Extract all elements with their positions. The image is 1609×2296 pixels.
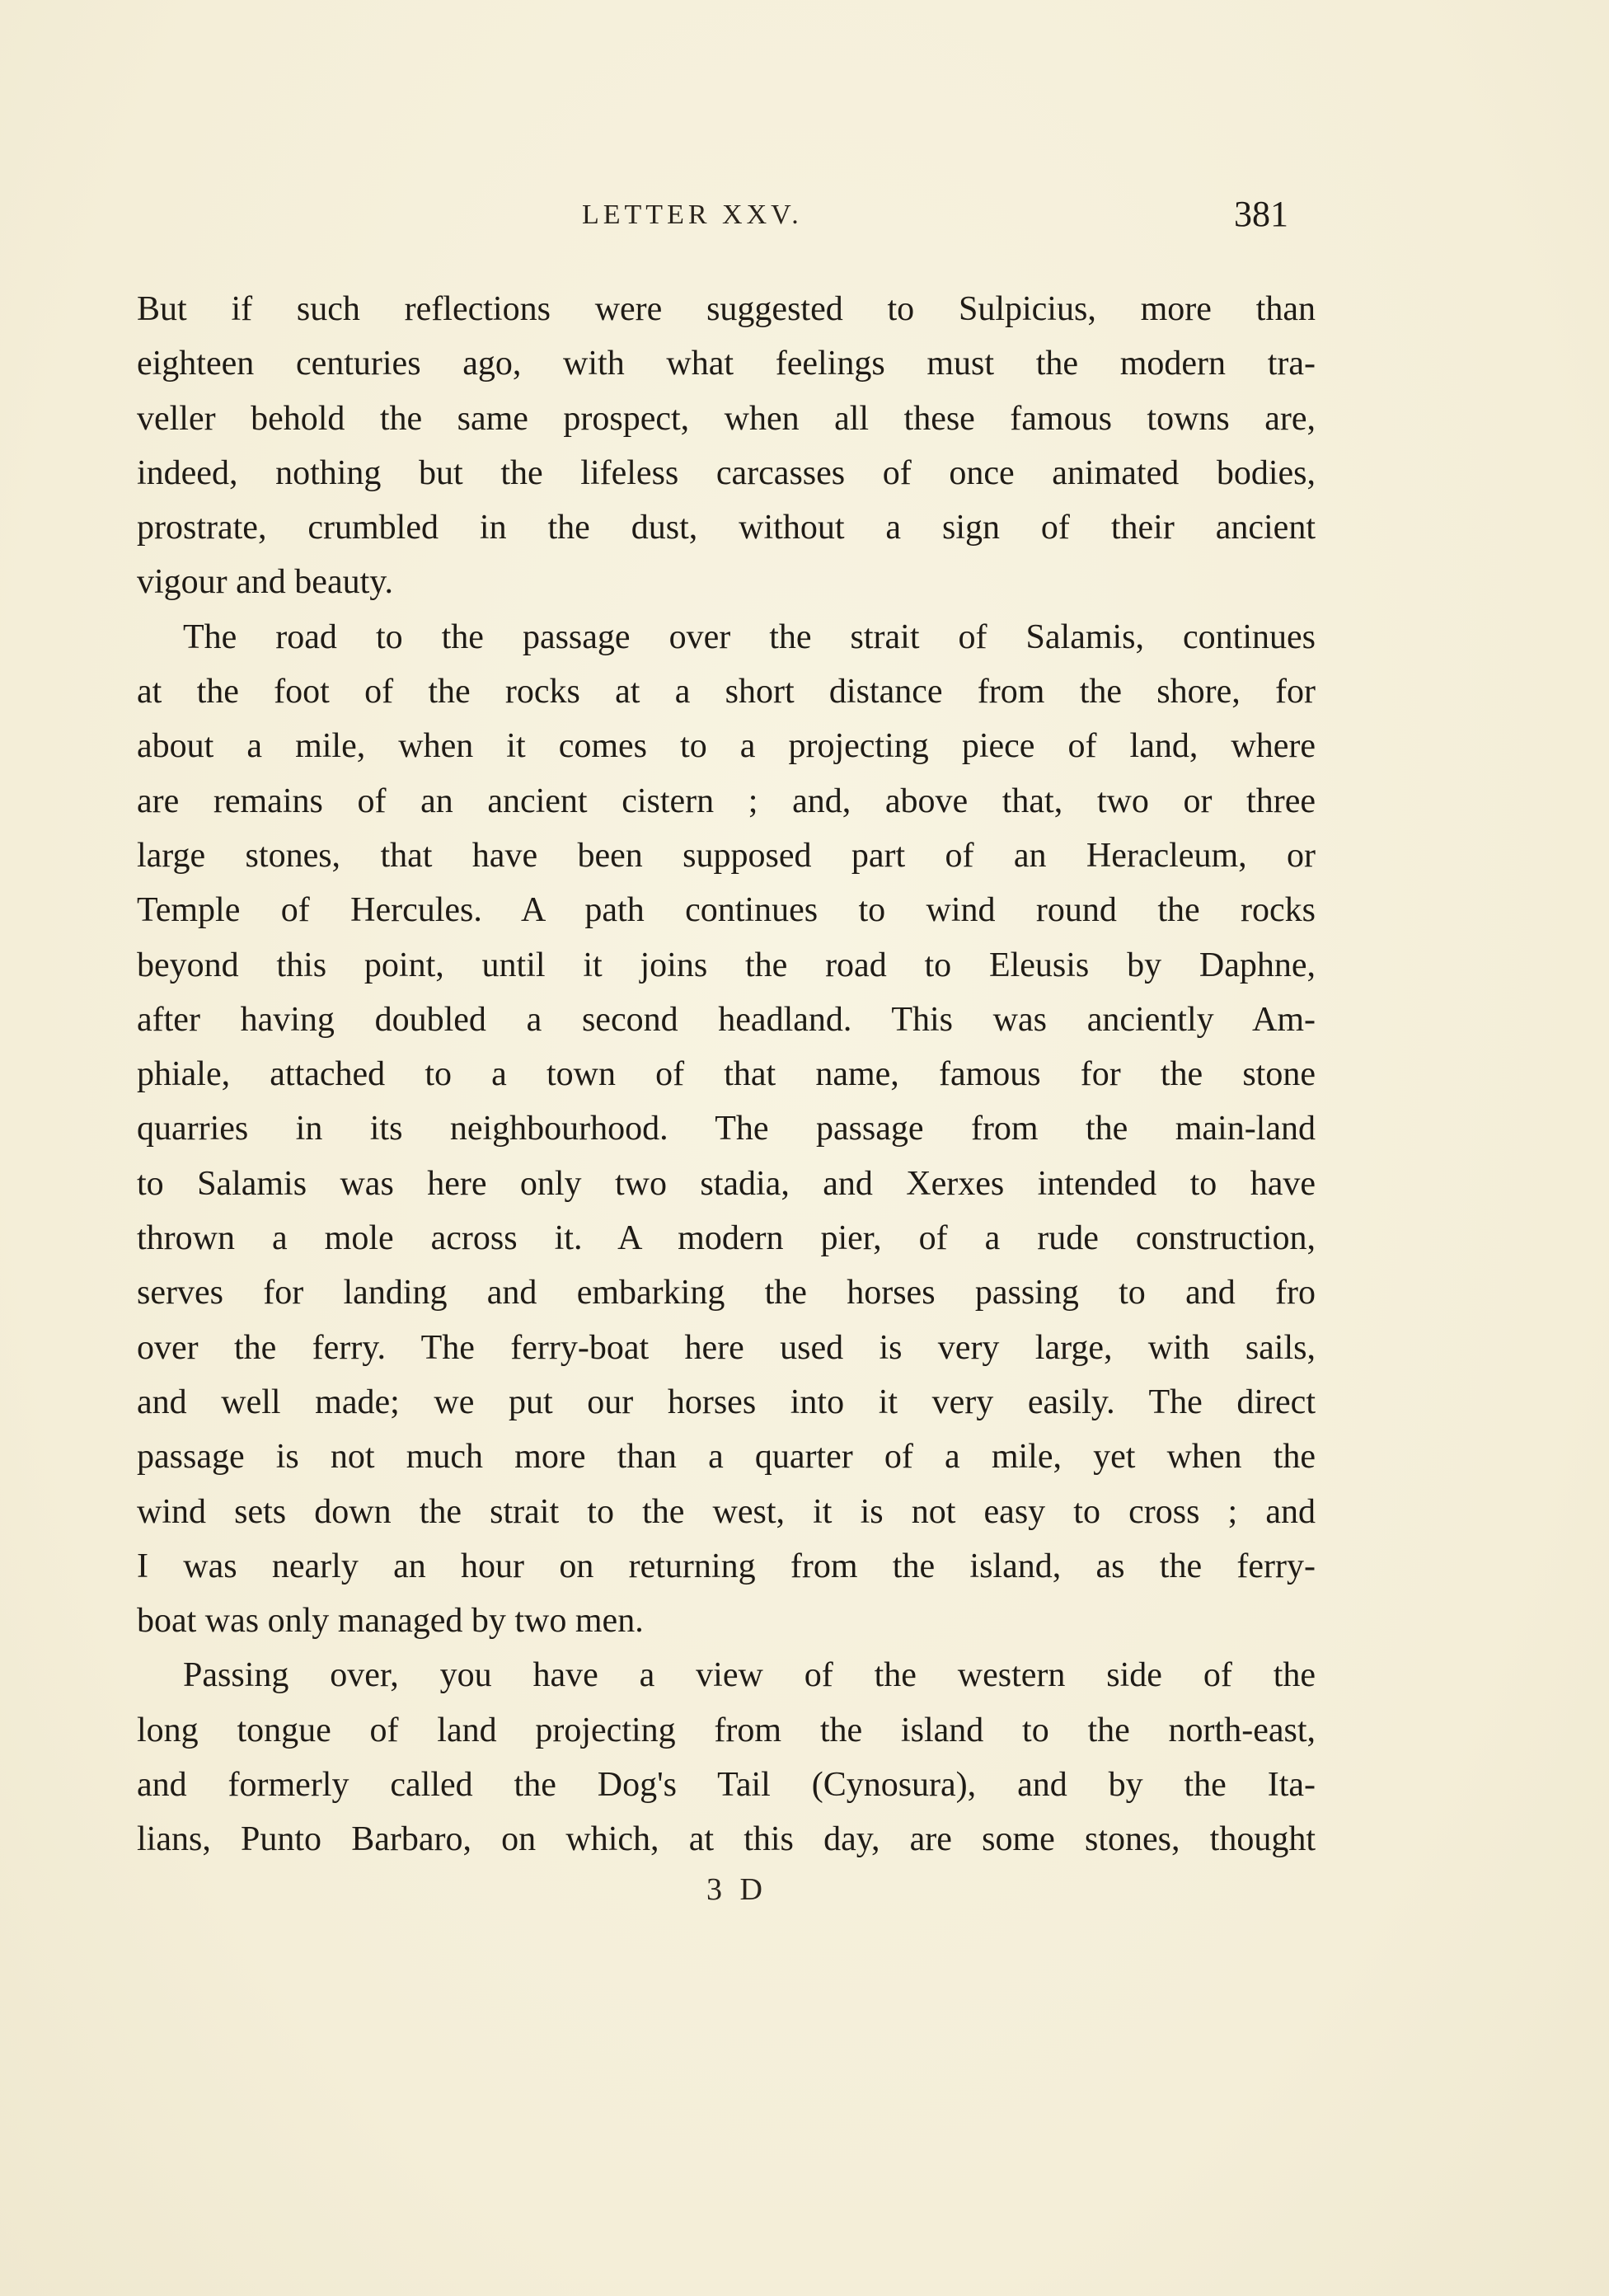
text-line: indeed, nothing but the lifeless carcasses of once animated bodies, (137, 453, 1316, 492)
text-line: prostrate, crumbled in the dust, without a sign of their ancient (137, 509, 1316, 547)
text-line: phiale, attached to a town of that name, famous for the stone (137, 1055, 1316, 1094)
text-line: large stones, that have been supposed part of an Heracleum, or (137, 836, 1316, 875)
text-line: at the foot of the rocks at a short distance from the shore, for (137, 673, 1316, 711)
page-number: 381 (1234, 194, 1288, 234)
text-line: vigour and beauty. (137, 563, 394, 602)
text-line: and formerly called the Dog's Tail (Cynosura), and by the Ita- (137, 1766, 1316, 1805)
text-line: over the ferry. The ferry-boat here used is very large, with sails, (137, 1328, 1316, 1367)
text-line: to Salamis was here only two stadia, and Xerxes intended to have (137, 1164, 1316, 1203)
text-line: and well made; we put our horses into it very easily. The direct (137, 1383, 1316, 1421)
running-title: LETTER XXV. (582, 200, 803, 230)
text-line: beyond this point, until it joins the road to Eleusis by Daphne, (137, 946, 1316, 984)
text-line: Temple of Hercules. A path continues to wind round the rocks (137, 891, 1316, 930)
text-line: The road to the passage over the strait of Salamis, continues (183, 617, 1316, 656)
text-line: about a mile, when it comes to a projecting piece of land, where (137, 727, 1316, 766)
text-line: lians, Punto Barbaro, on which, at this day, are some stones, thought (137, 1820, 1316, 1859)
text-line: quarries in its neighbourhood. The passage from the main-land (137, 1110, 1316, 1148)
text-line: are remains of an ancient cistern ; and, above that, two or three (137, 782, 1316, 820)
text-line: But if such reflections were suggested to Sulpicius, more than (137, 290, 1316, 328)
text-line: thrown a mole across it. A modern pier, of a rude construction, (137, 1219, 1316, 1258)
text-line: long tongue of land projecting from the island to the north-east, (137, 1711, 1316, 1749)
text-line: passage is not much more than a quarter of a mile, yet when the (137, 1438, 1316, 1477)
text-line: after having doubled a second headland. This was anciently Am- (137, 1000, 1316, 1039)
text-line: serves for landing and embarking the horses passing to and fro (137, 1274, 1316, 1312)
signature-mark: 3 D (706, 1872, 767, 1907)
body-text (137, 282, 1316, 1867)
text-line: I was nearly an hour on returning from the island, as the ferry- (137, 1547, 1316, 1585)
running-head (0, 194, 1609, 249)
text-line: boat was only managed by two men. (137, 1602, 644, 1641)
text-line: Passing over, you have a view of the western side of the (183, 1656, 1316, 1695)
text-line: veller behold the same prospect, when all these famous towns are, (137, 399, 1316, 438)
text-line: wind sets down the strait to the west, it is not easy to cross ; and (137, 1492, 1316, 1531)
text-line: eighteen centuries ago, with what feelings must the modern tra- (137, 345, 1316, 383)
